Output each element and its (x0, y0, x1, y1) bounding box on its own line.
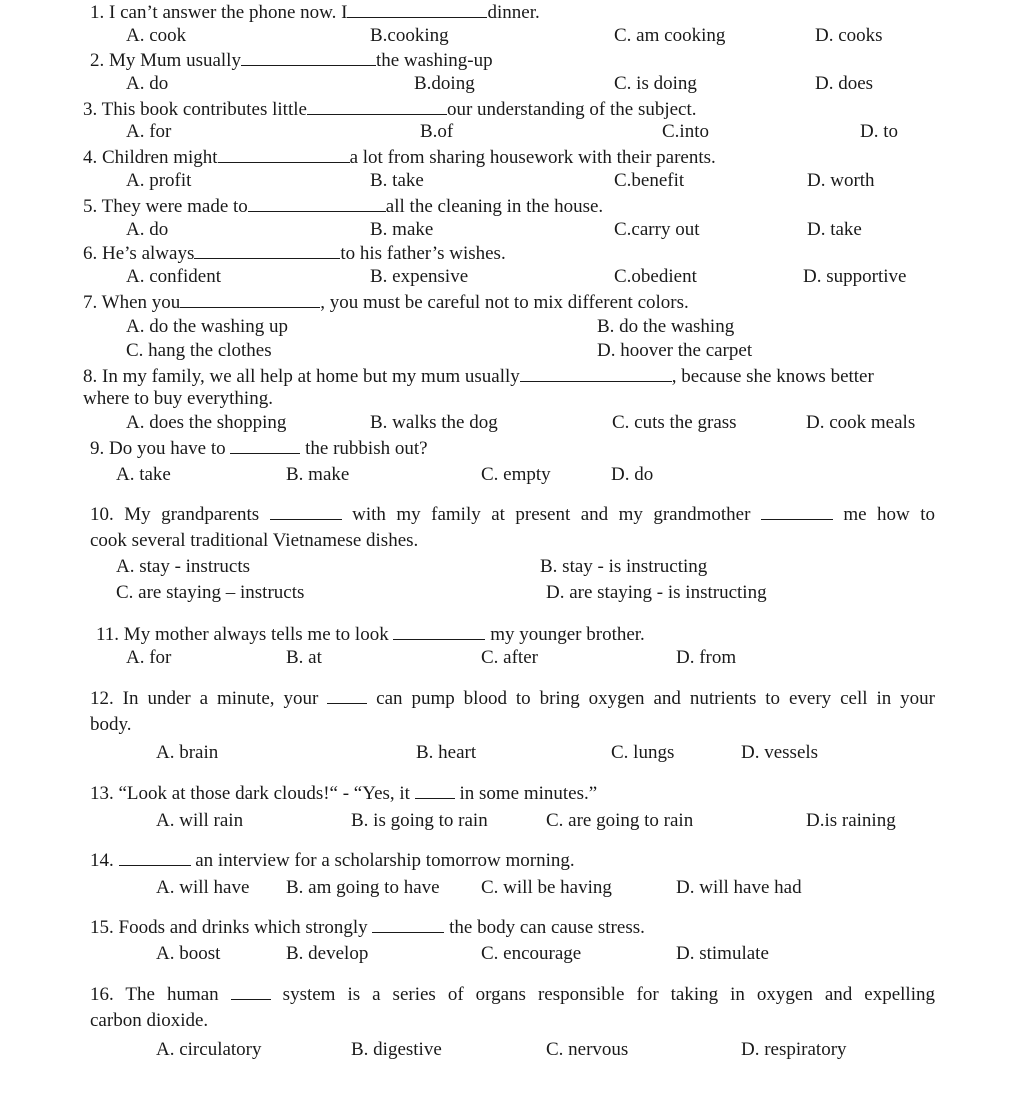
answer-blank[interactable] (393, 623, 485, 640)
option[interactable]: B. do the washing (597, 316, 735, 337)
question-text: 2. My Mum usually (90, 50, 241, 71)
option[interactable]: A. will have (156, 877, 250, 898)
option[interactable]: B.of (420, 121, 454, 142)
option[interactable]: D. from (676, 647, 737, 668)
question-text: in some minutes.” (459, 783, 598, 804)
option[interactable]: C. am cooking (614, 25, 726, 46)
question-text: can pump blood to bring oxygen and nutrients to every cell in your (376, 688, 936, 709)
option[interactable]: D. worth (807, 170, 875, 191)
option[interactable]: C.into (662, 121, 709, 142)
question-text: 3. This book contributes little (83, 99, 307, 120)
option[interactable]: C. are staying – instructs (116, 582, 305, 603)
option[interactable]: C. will be having (481, 877, 612, 898)
answer-blank[interactable] (180, 291, 320, 308)
option[interactable]: C. after (481, 647, 538, 668)
answer-blank[interactable] (761, 503, 833, 520)
question-text-continued: carbon dioxide. (90, 1010, 209, 1031)
question-text: , you must be careful not to mix different colors. (320, 292, 689, 313)
option[interactable]: A. profit (126, 170, 192, 191)
option[interactable]: D. to (860, 121, 898, 142)
question-text: dinner. (487, 2, 540, 23)
question-text: the rubbish out? (305, 438, 428, 459)
question-text: 10. My grandparents (90, 504, 260, 525)
question-text: with my family at present and my grandmother (352, 504, 751, 525)
option[interactable]: A. stay - instructs (116, 556, 251, 577)
option[interactable]: C. is doing (614, 73, 697, 94)
question-text: 13. “Look at those dark clouds!“ - “Yes, it (90, 783, 410, 804)
question-stem (90, 981, 935, 1008)
option[interactable]: A. cook (126, 25, 187, 46)
answer-blank[interactable] (230, 437, 300, 454)
answer-blank[interactable] (248, 195, 386, 212)
option[interactable]: D. vessels (741, 742, 819, 763)
question-text: to his father’s wishes. (340, 243, 506, 264)
answer-blank[interactable] (372, 916, 444, 933)
question-stem (83, 146, 716, 169)
option[interactable]: B.cooking (370, 25, 449, 46)
question-text: system is a series of organs responsible for taking in oxygen and expelling (282, 984, 935, 1005)
question-text: 16. The human (90, 984, 219, 1005)
question-stem (96, 623, 645, 646)
option[interactable]: C.obedient (614, 266, 697, 287)
option[interactable]: B. expensive (370, 266, 469, 287)
option[interactable]: D. does (815, 73, 874, 94)
question-text: an interview for a scholarship tomorrow morning. (195, 850, 575, 871)
answer-blank[interactable] (241, 49, 376, 66)
question-text: 5. They were made to (83, 196, 248, 217)
option[interactable]: A. circulatory (156, 1039, 262, 1060)
option[interactable]: A. take (116, 464, 171, 485)
option[interactable]: D. supportive (803, 266, 907, 287)
question-stem (90, 49, 493, 72)
question-text: 15. Foods and drinks which strongly (90, 917, 368, 938)
option[interactable]: C. empty (481, 464, 551, 485)
question-stem (83, 242, 506, 265)
option[interactable]: D. cook meals (806, 412, 916, 433)
question-text: a lot from sharing housework with their parents. (349, 147, 716, 168)
option[interactable]: C.benefit (614, 170, 685, 191)
option[interactable]: D. are staying - is instructing (546, 582, 767, 603)
option[interactable]: A. will rain (156, 810, 244, 831)
question-text: 4. Children might (83, 147, 218, 168)
answer-blank[interactable] (270, 503, 342, 520)
option[interactable]: D. hoover the carpet (597, 340, 753, 361)
question-text: my younger brother. (490, 624, 645, 645)
question-stem (90, 501, 935, 528)
option[interactable]: A. does the shopping (126, 412, 287, 433)
question-text: me how to (843, 504, 936, 525)
question-text-continued: cook several traditional Vietnamese dishes. (90, 530, 419, 551)
option[interactable]: A. do (126, 219, 169, 240)
answer-blank[interactable] (307, 98, 447, 115)
option[interactable]: B. develop (286, 943, 369, 964)
option[interactable]: A. do (126, 73, 169, 94)
answer-blank[interactable] (231, 983, 271, 1000)
option[interactable]: C. nervous (546, 1039, 629, 1060)
question-text: our understanding of the subject. (446, 99, 697, 120)
option[interactable]: B. stay - is instructing (540, 556, 708, 577)
answer-blank[interactable] (520, 365, 672, 382)
answer-blank[interactable] (218, 146, 350, 163)
question-text: 6. He’s always (83, 243, 195, 264)
option[interactable]: C.carry out (614, 219, 700, 240)
option[interactable]: D. stimulate (676, 943, 769, 964)
option[interactable]: B.doing (414, 73, 475, 94)
question-text: 14. (90, 850, 114, 871)
question-text-continued: body. (90, 714, 132, 735)
question-text: 11. My mother always tells me to look (96, 624, 389, 645)
answer-blank[interactable] (119, 849, 191, 866)
question-stem (83, 365, 874, 388)
option[interactable]: C. encourage (481, 943, 582, 964)
question-text: 7. When you (83, 292, 181, 313)
question-stem (90, 437, 428, 460)
option[interactable]: C. are going to rain (546, 810, 694, 831)
question-text: 9. Do you have to (90, 438, 226, 459)
answer-blank[interactable] (415, 782, 455, 799)
question-stem (90, 849, 575, 872)
question-stem (83, 98, 697, 121)
option[interactable]: B. make (286, 464, 350, 485)
question-stem (90, 782, 597, 805)
question-text: the body can cause stress. (449, 917, 645, 938)
question-text: 12. In under a minute, your (90, 688, 319, 709)
option[interactable]: C. cuts the grass (612, 412, 737, 433)
option[interactable]: D.is raining (806, 810, 896, 831)
question-stem (90, 685, 935, 712)
answer-blank[interactable] (327, 687, 367, 704)
question-text-continued: where to buy everything. (83, 388, 273, 409)
question-stem (90, 1, 540, 24)
option[interactable]: D. do (611, 464, 654, 485)
option[interactable]: B. heart (416, 742, 477, 763)
question-text: , because she knows better (671, 366, 874, 387)
option[interactable]: B. digestive (351, 1039, 442, 1060)
option[interactable]: A. brain (156, 742, 219, 763)
question-stem (83, 291, 689, 314)
option[interactable]: B. walks the dog (370, 412, 498, 433)
option[interactable]: B. am going to have (286, 877, 440, 898)
option[interactable]: A. for (126, 647, 172, 668)
option[interactable]: B. take (370, 170, 424, 191)
question-text: the washing-up (375, 50, 493, 71)
option[interactable]: B. is going to rain (351, 810, 488, 831)
question-stem (90, 916, 645, 939)
option[interactable]: C. lungs (611, 742, 675, 763)
option[interactable]: B. make (370, 219, 434, 240)
question-text: 8. In my family, we all help at home but my mum usually (83, 366, 520, 387)
answer-blank[interactable] (194, 242, 340, 259)
question-text: all the cleaning in the house. (385, 196, 604, 217)
answer-blank[interactable] (347, 1, 487, 18)
option[interactable]: A. for (126, 121, 172, 142)
option[interactable]: A. confident (126, 266, 221, 287)
question-stem (83, 195, 603, 218)
option[interactable]: D. take (807, 219, 862, 240)
option[interactable]: D. will have had (676, 877, 802, 898)
option[interactable]: C. hang the clothes (126, 340, 272, 361)
option[interactable]: A. boost (156, 943, 221, 964)
option[interactable]: B. at (286, 647, 322, 668)
question-text: 1. I can’t answer the phone now. I (90, 2, 348, 23)
option[interactable]: D. respiratory (741, 1039, 847, 1060)
option[interactable]: A. do the washing up (126, 316, 289, 337)
option[interactable]: D. cooks (815, 25, 883, 46)
